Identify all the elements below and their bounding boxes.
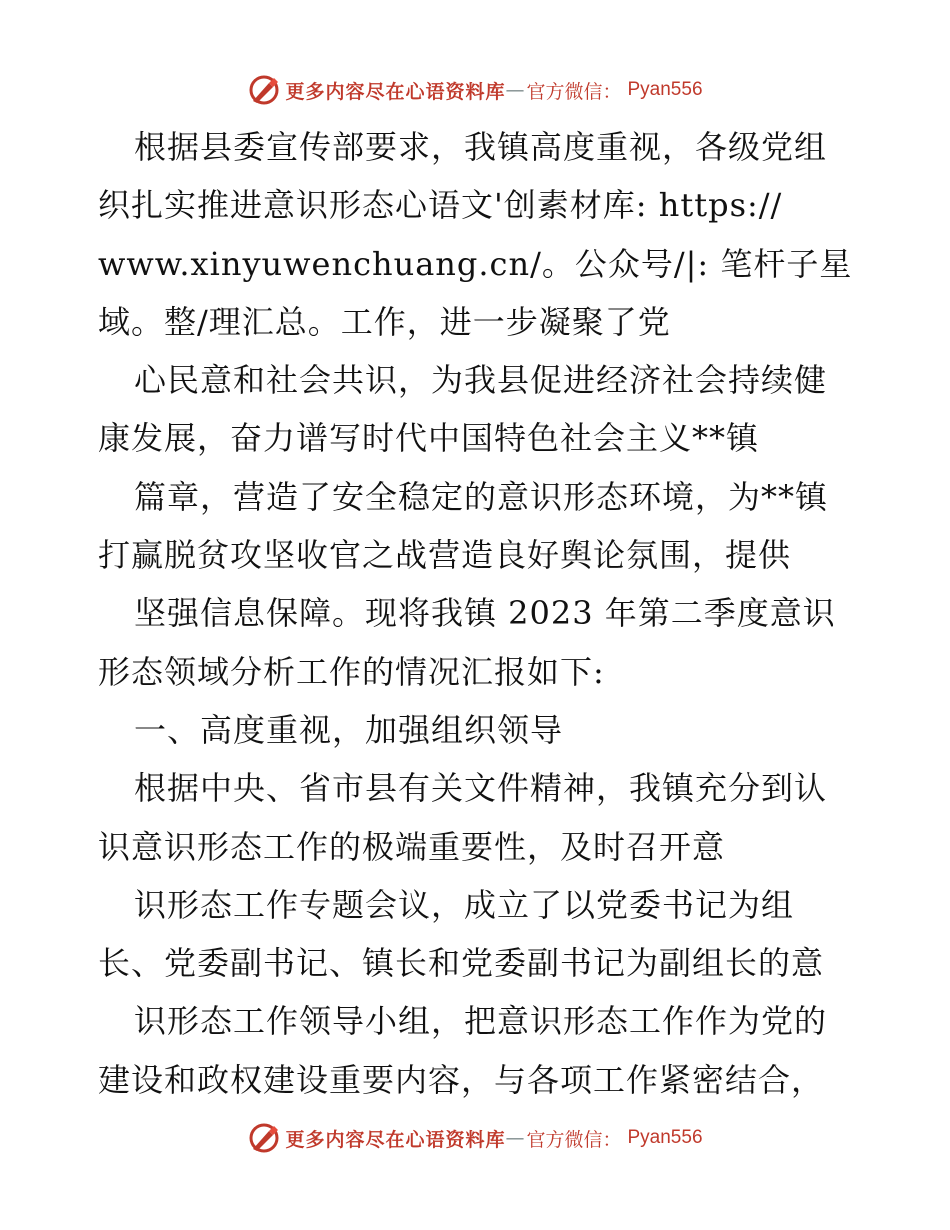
text-line: 识形态工作领导小组，把意识形态工作作为党的 (134, 1002, 828, 1041)
section-heading: 一、高度重视，加强组织领导 (134, 710, 564, 749)
text-line: 根据中央、省市县有关文件精神，我镇充分到认 (134, 769, 828, 808)
text-line: 坚强信息保障。现将我镇 2023 年第二季度意识 (134, 594, 836, 633)
text-line: 识形态工作专题会议，成立了以党委书记为组 (134, 885, 795, 924)
text-line: www.xinyuwenchuang.cn/。公众号/|: 笔杆子星 (98, 244, 853, 283)
watermark-main-text: 更多内容尽在心语资料库 (285, 1128, 506, 1151)
text-line: 打赢脱贫攻坚收官之战营造良好舆论氛围，提供 (98, 536, 792, 575)
watermark-label: 官方微信： (526, 80, 622, 103)
header-watermark (0, 70, 950, 110)
watermark-separator: — (505, 1127, 525, 1149)
text-line: 识意识形态工作的极端重要性，及时召开意 (98, 827, 726, 866)
document-body (98, 118, 858, 1109)
pen-logo-icon (247, 73, 281, 107)
text-line: 根据县委宣传部要求，我镇高度重视，各级党组 (134, 128, 828, 166)
watermark-separator: — (505, 79, 525, 101)
watermark-label: 官方微信： (526, 1128, 622, 1151)
text-line: 建设和政权建设重要内容，与各项工作紧密结合， (98, 1060, 825, 1099)
text-line: 心民意和社会共识，为我县促进经济社会持续健 (134, 361, 828, 400)
text-line: 康发展，奋力谱写时代中国特色社会主义**镇 (98, 419, 760, 458)
pen-logo-icon (247, 1121, 281, 1155)
watermark-main-text: 更多内容尽在心语资料库 (285, 80, 506, 103)
text-line: 织扎实推进意识形态心语文'创素材库: https:// (98, 186, 783, 225)
watermark-wechat-id: Pyan556 (627, 79, 703, 100)
watermark-wechat-id: Pyan556 (627, 1127, 703, 1148)
text-line: 篇章，营造了安全稳定的意识形态环境，为**镇 (134, 477, 829, 516)
text-line: 形态领域分析工作的情况汇报如下: (98, 652, 605, 691)
text-line: 长、党委副书记、镇长和党委副书记为副组长的意 (98, 944, 825, 983)
text-line: 域。整/理汇总。工作，进一步凝聚了党 (98, 302, 671, 341)
footer-watermark (0, 1118, 950, 1158)
